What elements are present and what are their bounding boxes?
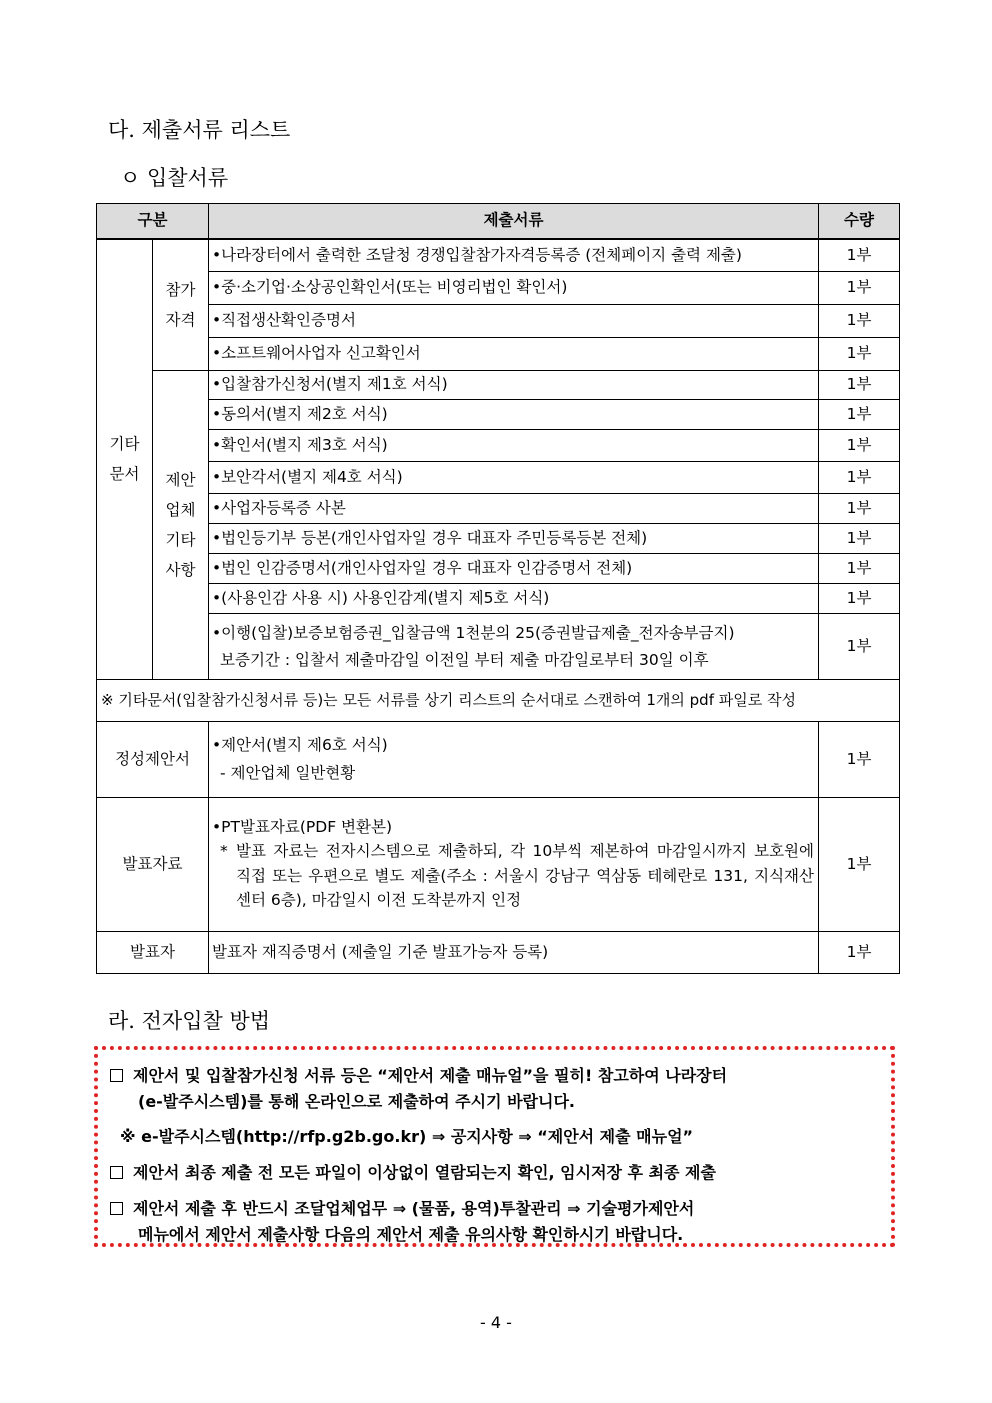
doc-item: •법인등기부 등본(개인사업자일 경우 대표자 주민등록등본 전체): [209, 524, 819, 554]
doc-qty: 1부: [819, 338, 900, 371]
notice-line-4b: 메뉴에서 제안서 제출사항 다음의 제안서 제출 유의사항 확인하시기 바랍니다.: [138, 1225, 684, 1244]
table-row: [97, 400, 900, 430]
doc-item: •보안각서(별지 제4호 서식): [209, 462, 819, 494]
table-row: [97, 584, 900, 614]
table-row: [97, 554, 900, 584]
table-row: [97, 239, 900, 272]
doc-item: •중·소기업·소상공인확인서(또는 비영리법인 확인서): [209, 272, 819, 305]
table-row: [97, 494, 900, 524]
doc-qty: 1부: [819, 494, 900, 524]
header-quantity: 수량: [819, 204, 900, 239]
presentation-note: [212, 839, 814, 911]
notice-line-3: 제안서 최종 제출 전 모든 파일이 이상없이 열람되는지 확인, 임시저장 후 최종 제출: [133, 1163, 716, 1182]
notice-item-1: [110, 1063, 879, 1086]
table-row: [97, 614, 900, 680]
notice-line-1b: (e-발주시스템)를 통해 온라인으로 제출하여 주시기 바랍니다.: [138, 1092, 575, 1111]
doc-item: •동의서(별지 제2호 서식): [209, 400, 819, 430]
qualitative-docs: [209, 722, 819, 798]
notice-item-3: [110, 1196, 879, 1219]
table-row: [97, 305, 900, 338]
doc-qty: 1부: [819, 239, 900, 272]
table-row: [97, 798, 900, 932]
table-row: [97, 430, 900, 462]
doc-qty: 1부: [819, 430, 900, 462]
doc-qty: 1부: [819, 798, 900, 932]
bond-line-1: •이행(입찰)보증보험증권_입찰금액 1천분의 25(증권발급제출_전자송부금지): [212, 624, 735, 643]
qualitative-line-2: - 제안업체 일반현황: [220, 763, 356, 782]
doc-item: •나라장터에서 출력한 조달청 경쟁입찰참가자격등록증 (전체페이지 출력 제출): [209, 239, 819, 272]
sub-company-label: 제안 업체 기타 사항: [153, 371, 209, 680]
doc-qty: 1부: [819, 722, 900, 798]
checkbox-icon: [110, 1166, 123, 1179]
doc-qty: 1부: [819, 371, 900, 400]
doc-item: •사업자등록증 사본: [209, 494, 819, 524]
table-row: [97, 371, 900, 400]
doc-qty: 1부: [819, 584, 900, 614]
qualitative-line-1: •제안서(별지 제6호 서식): [212, 735, 388, 754]
doc-qty: 1부: [819, 400, 900, 430]
doc-qty: 1부: [819, 614, 900, 680]
doc-item: •입찰참가신청서(별지 제1호 서식): [209, 371, 819, 400]
table-row: [97, 722, 900, 798]
sub-qualification-label: 참가 자격: [153, 239, 209, 371]
presentation-line-1: •PT발표자료(PDF 변환본): [212, 818, 393, 837]
presentation-label: 발표자료: [97, 798, 209, 932]
electronic-bid-notice-box: [94, 1046, 895, 1247]
doc-item: •법인 인감증명서(개인사업자일 경우 대표자 인감증명서 전체): [209, 554, 819, 584]
doc-qty: 1부: [819, 932, 900, 974]
presenter-doc: 발표자 재직증명서 (제출일 기준 발표가능자 등록): [209, 932, 819, 974]
notice-line-4: 제안서 제출 후 반드시 조달업체업무 ⇒ (물품, 용역)투찰관리 ⇒ 기술평가제안서: [133, 1199, 695, 1218]
group-other-docs-label: 기타 문서: [97, 239, 153, 680]
header-documents: 제출서류: [209, 204, 819, 239]
table-row: [97, 462, 900, 494]
doc-qty: 1부: [819, 305, 900, 338]
submission-documents-table: [96, 203, 900, 974]
notice-line-1: 제안서 및 입찰참가신청 서류 등은 “제안서 제출 매뉴얼”을 필히! 참고하여 나라장터: [133, 1066, 728, 1085]
subsection-heading-bid-docs: ㅇ 입찰서류: [120, 166, 229, 190]
table-row-note: [97, 680, 900, 722]
header-category: 구분: [97, 204, 209, 239]
doc-qty: 1부: [819, 462, 900, 494]
table-row: [97, 272, 900, 305]
doc-qty: 1부: [819, 272, 900, 305]
section-heading-ra: 라. 전자입찰 방법: [108, 1009, 271, 1033]
doc-qty: 1부: [819, 554, 900, 584]
doc-item: •직접생산확인증명서: [209, 305, 819, 338]
doc-item: •소프트웨어사업자 신고확인서: [209, 338, 819, 371]
table-row: [97, 338, 900, 371]
page-number: - 4 -: [480, 1313, 512, 1332]
doc-item-bond: [209, 614, 819, 680]
presenter-label: 발표자: [97, 932, 209, 974]
checkbox-icon: [110, 1069, 123, 1082]
section-heading-da: 다. 제출서류 리스트: [108, 118, 291, 142]
presentation-docs: [209, 798, 819, 932]
doc-item: •확인서(별지 제3호 서식): [209, 430, 819, 462]
presentation-note-text: 발표 자료는 전자시스템으로 제출하되, 각 10부씩 제본하여 마감일시까지 보호원에 직접 또는 우편으로 별도 제출(주소 : 서울시 강남구 역삼동 테헤란로 131, 지식재산센터 6층), 마감일시 이전 도착분까지 인정: [236, 842, 815, 909]
notice-reference: ※ e-발주시스템(http://rfp.g2b.go.kr) ⇒ 공지사항 ⇒ “제안서 제출 매뉴얼”: [120, 1127, 694, 1146]
table-header-row: [97, 204, 900, 239]
scan-note: ※ 기타문서(입찰참가신청서류 등)는 모든 서류를 상기 리스트의 순서대로 스캔하여 1개의 pdf 파일로 작성: [97, 680, 900, 722]
table-row: [97, 932, 900, 974]
table-row: [97, 524, 900, 554]
bond-line-2: 보증기간 : 입찰서 제출마감일 이전일 부터 제출 마감일로부터 30일 이후: [220, 650, 709, 669]
checkbox-icon: [110, 1202, 123, 1215]
doc-item: •(사용인감 사용 시) 사용인감계(별지 제5호 서식): [209, 584, 819, 614]
doc-qty: 1부: [819, 524, 900, 554]
notice-item-2: [110, 1160, 879, 1183]
qualitative-label: 정성제안서: [97, 722, 209, 798]
note-star: *: [220, 842, 228, 861]
